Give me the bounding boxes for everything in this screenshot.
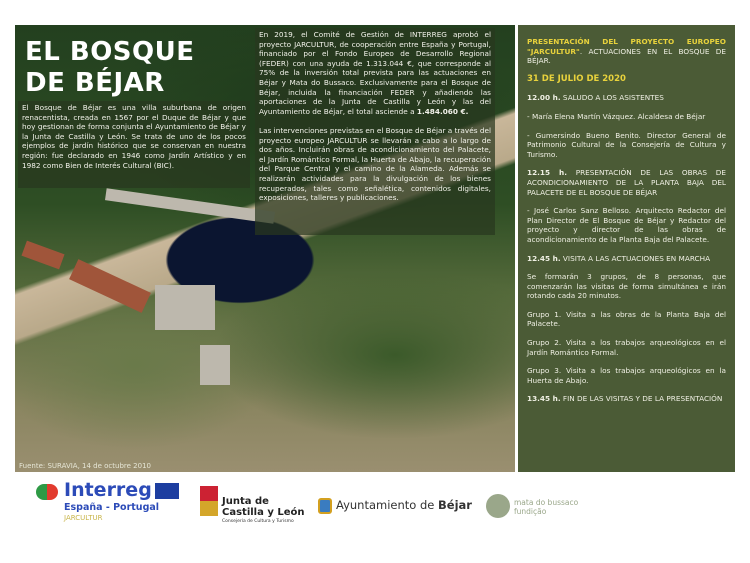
building	[200, 345, 230, 385]
intro-text: El Bosque de Béjar es una villa suburbana de origen renacentista, creada en 1567 por el Duque de Béjar y que hoy gestionan de forma conjunta el Ayuntamiento de Béjar y la Junta de Castilla y León. Se trata de uno de los pocos ejemplos de jardín histórico que se conservan en nuestra región: fue declarado en 1946 como Jardín Artístico y en 1982 como Bien de Interés Cultural (BIC).	[18, 101, 250, 188]
program-time: 12.15 h.	[527, 168, 567, 178]
program-item	[527, 338, 726, 357]
program-text: Grupo 1. Visita a las obras de la Planta Baja del Palacete.	[527, 309, 726, 329]
program-item	[527, 272, 726, 301]
program-text: SALUDO A LOS ASISTENTES	[562, 93, 664, 103]
program-item	[527, 131, 726, 160]
eu-flag-icon	[155, 483, 179, 499]
interreg-logo: Interreg	[64, 479, 152, 501]
roof	[21, 241, 64, 270]
junta-subtitle: Consejería de Cultura y Turismo	[222, 519, 294, 524]
program-item	[527, 254, 726, 264]
program-item	[527, 310, 726, 329]
program-item	[527, 366, 726, 385]
project-text: En 2019, el Comité de Gestión de INTERREG aprobó el proyecto JARCULTUR, de cooperación entre España y Portugal, financiado por el Fondo Europeo de Desarrollo Regional (FEDER) con una ayuda de 1.313.044 €, que corresponde al 75% de la inversión total prevista para las actuaciones en Béjar y Mata do Bussaco. Exclusivamente para el Bosque de Béjar, incluida la financiación FEDER y añadiendo las aportaciones de la Junta de Castilla y León y las del Ayuntamiento de Béjar, el total asciende a 1.484.060 €. Las intervenciones previstas en el Bosque de Béjar a través del proyecto europeo JARCULTUR se llevarán a cabo a lo largo de dos años. Incluirán obras de acondicionamiento del Palacete, el Jardín Romántico Formal, la Huerta de Abajo, la recuperación del Parque Central y el camino de la Alameda. Además se realizarán actividades para la divulgación de los bienes recuperados, tales como señalética, contenidos digitales, exposiciones, talleres y publicaciones.	[255, 28, 495, 235]
interreg-subtitle: España - Portugal	[64, 502, 160, 513]
program-panel	[518, 25, 735, 472]
mata-leaf-icon	[486, 494, 510, 518]
program-text: FIN DE LAS VISITAS Y DE LA PRESENTACIÓN	[562, 394, 723, 404]
page-title: EL BOSQUE DE BÉJAR	[25, 37, 195, 98]
interreg-flag-icon	[36, 484, 58, 500]
program-text: Grupo 2. Visita a los trabajos arqueológicos en el Jardín Romántico Formal.	[527, 338, 726, 357]
program-text: PRESENTACIÓN DE LAS OBRAS DE ACONDICIONAMIENTO DE LA PLANTA BAJA DEL PALACETE DE EL BOSQUE DE BÉJAR	[527, 168, 726, 197]
sponsor-logos	[0, 478, 750, 538]
program-item	[527, 93, 726, 103]
program-item	[527, 168, 726, 197]
palacete-building	[155, 285, 215, 330]
program-time: 13.45 h.	[527, 394, 561, 404]
program-text: - Gumersindo Bueno Benito. Director General de Patrimonio Cultural de la Consejería de Cultura y Turismo.	[527, 130, 726, 159]
castilla-shield-icon	[200, 486, 218, 516]
aerial-photo	[15, 25, 515, 472]
ayuntamiento-logo: Ayuntamiento de Béjar	[336, 498, 472, 512]
program-heading: PRESENTACIÓN DEL PROYECTO EUROPEO "JARCULTUR". ACTUACIONES EN EL BOSQUE DE BÉJAR.	[527, 37, 726, 66]
project-name: JARCULTUR	[64, 514, 103, 522]
program-date: 31 DE JULIO DE 2020	[527, 73, 626, 84]
roof	[69, 259, 151, 313]
program-time: 12.00 h.	[527, 93, 561, 103]
program-text: VISITA A LAS ACTUACIONES EN MARCHA	[562, 253, 711, 263]
program-time: 12.45 h.	[527, 253, 561, 263]
program-text: - María Elena Martín Vázquez. Alcaldesa de Béjar	[527, 111, 706, 121]
program-item	[527, 206, 726, 244]
photo-credit: Fuente: SURAVIA, 14 de octubre 2010	[19, 462, 151, 470]
program-text: - José Carlos Sanz Belloso. Arquitecto Redactor del Plan Director de El Bosque de Béjar y Redactor del proyecto y director de las obras de acondicionamiento de la Planta Baja del Palacete.	[527, 206, 726, 244]
mata-logo: mata do bussaco fundição	[514, 498, 579, 516]
program-item	[527, 394, 726, 404]
wall	[105, 188, 275, 224]
program-item	[527, 112, 726, 122]
bejar-shield-icon	[318, 498, 332, 514]
junta-logo: Junta de Castilla y León	[222, 496, 305, 518]
program-text: Se formarán 3 grupos, de 8 personas, que comenzarán las visitas de forma simultánea e irán rotando cada 20 minutos.	[527, 272, 726, 301]
program-text: Grupo 3. Visita a los trabajos arqueológicos en la Huerta de Abajo.	[527, 366, 726, 385]
